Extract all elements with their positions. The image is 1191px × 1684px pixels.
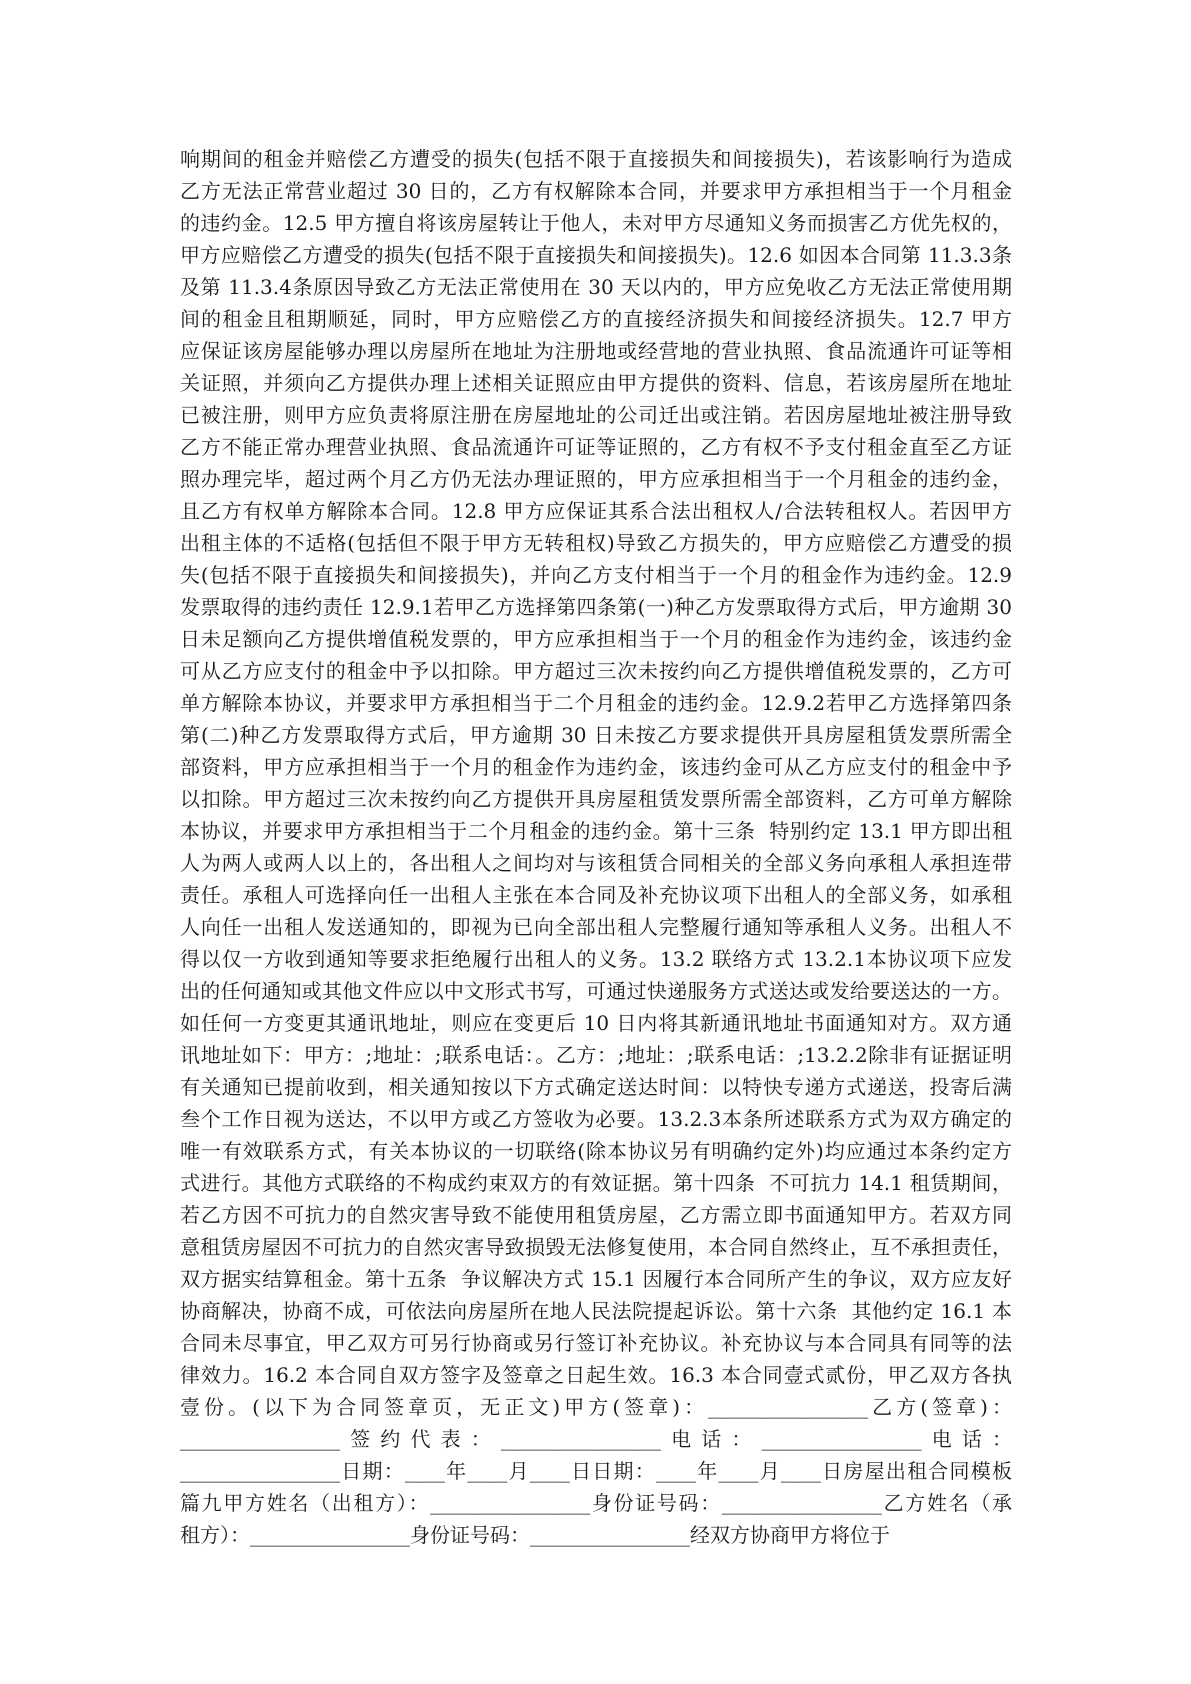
- signature-line: 壹份。(以下为合同签章页，无正文)甲方(签章)：________________乙方(签章)：: [180, 1395, 1012, 1419]
- text-line: 本协议，并要求甲方承担相当于二个月租金的违约金。第十三条 特别约定 13.1 甲方即出租: [180, 819, 1012, 843]
- text-line: 及第 11.3.4条原因导致乙方无法正常使用在 30 天以内的，甲方应免收乙方无法正常使用期: [180, 275, 1012, 299]
- text-line: 讯地址如下：甲方：;地址：;联系电话：。乙方：;地址：;联系电话：;13.2.2除非有证据证明: [180, 1043, 1012, 1067]
- text-line: 有关通知已提前收到，相关通知按以下方式确定送达时间：以特快专递方式递送，投寄后满: [180, 1075, 1012, 1099]
- text-line: 乙方无法正常营业超过 30 日的，乙方有权解除本合同，并要求甲方承担相当于一个月租金: [180, 179, 1012, 203]
- text-line: 人向任一出租人发送通知的，即视为已向全部出租人完整履行通知等承租人义务。出租人不: [180, 915, 1012, 939]
- text-line: 甲方应赔偿乙方遭受的损失(包括不限于直接损失和间接损失)。12.6 如因本合同第 11.3.3条: [180, 243, 1012, 267]
- text-line: 的违约金。12.5 甲方擅自将该房屋转让于他人，未对甲方尽通知义务而损害乙方优先权的，: [180, 211, 1012, 235]
- text-line: 应保证该房屋能够办理以房屋所在地址为注册地或经营地的营业执照、食品流通许可证等相: [180, 339, 1012, 363]
- text-line: 出的任何通知或其他文件应以中文形式书写，可通过快递服务方式送达或发给要送达的一方。: [180, 979, 1012, 1003]
- text-line: 律效力。16.2 本合同自双方签字及签章之日起生效。16.3 本合同壹式贰份，甲乙双方各执: [180, 1363, 1012, 1387]
- text-line: 可从乙方应支付的租金中予以扣除。甲方超过三次未按约向乙方提供增值税发票的，乙方可: [180, 659, 1012, 683]
- text-line: 照办理完毕，超过两个月乙方仍无法办理证照的，甲方应承担相当于一个月租金的违约金，: [180, 467, 1012, 491]
- text-line: 关证照，并须向乙方提供办理上述相关证照应由甲方提供的资料、信息，若该房屋所在地址: [180, 371, 1012, 395]
- text-line: 间的租金且租期顺延，同时，甲方应赔偿乙方的直接经济损失和间接经济损失。12.7 甲方: [180, 307, 1012, 331]
- text-line: 人为两人或两人以上的，各出租人之间均对与该租赁合同相关的全部义务向承租人承担连带: [180, 851, 1012, 875]
- text-line: 篇九甲方姓名（出租方）：________________身份证号码：________________乙方姓名（承: [180, 1491, 1012, 1515]
- text-line: 租方）：________________身份证号码：________________经双方协商甲方将位于: [180, 1523, 890, 1547]
- text-line: 合同未尽事宜，甲乙双方可另行协商或另行签订补充协议。补充协议与本合同具有同等的法: [180, 1331, 1012, 1355]
- text-line: 意租赁房屋因不可抗力的自然灾害导致损毁无法修复使用，本合同自然终止，互不承担责任，: [180, 1235, 1012, 1259]
- contract-body-text: [180, 143, 1012, 1551]
- text-line: 唯一有效联系方式，有关本协议的一切联络(除本协议另有明确约定外)均应通过本条约定方: [180, 1139, 1012, 1163]
- text-line: 失(包括不限于直接损失和间接损失)，并向乙方支付相当于一个月的租金作为违约金。12.9: [180, 563, 1012, 587]
- text-line: 部资料，甲方应承担相当于一个月的租金作为违约金，该违约金可从乙方应支付的租金中予: [180, 755, 1012, 779]
- text-line: 已被注册，则甲方应负责将原注册在房屋地址的公司迁出或注销。若因房屋地址被注册导致: [180, 403, 1012, 427]
- text-line: 协商解决，协商不成，可依法向房屋所在地人民法院提起诉讼。第十六条 其他约定 16.1 本: [180, 1299, 1012, 1323]
- text-line: 得以仅一方收到通知等要求拒绝履行出租人的义务。13.2 联络方式 13.2.1本协议项下应发: [180, 947, 1012, 971]
- text-line: 且乙方有权单方解除本合同。12.8 甲方应保证其系合法出租权人/合法转租权人。若因甲方: [180, 499, 1012, 523]
- text-line: 如任何一方变更其通讯地址，则应在变更后 10 日内将其新通讯地址书面通知对方。双方通: [180, 1011, 1012, 1035]
- signature-line: ________________日期：____年____月____日日期：____年____月____日房屋出租合同模板: [180, 1459, 1012, 1483]
- text-line: 叁个工作日视为送达，不以甲方或乙方签收为必要。13.2.3本条所述联系方式为双方确定的: [180, 1107, 1012, 1131]
- text-line: 若乙方因不可抗力的自然灾害导致不能使用租赁房屋，乙方需立即书面通知甲方。若双方同: [180, 1203, 1012, 1227]
- text-line: 式进行。其他方式联络的不构成约束双方的有效证据。第十四条 不可抗力 14.1 租赁期间，: [180, 1171, 1012, 1195]
- text-line: 双方据实结算租金。第十五条 争议解决方式 15.1 因履行本合同所产生的争议，双方应友好: [180, 1267, 1012, 1291]
- text-line: 出租主体的不适格(包括但不限于甲方无转租权)导致乙方损失的，甲方应赔偿乙方遭受的损: [180, 531, 1012, 555]
- text-line: 日未足额向乙方提供增值税发票的，甲方应承担相当于一个月的租金作为违约金，该违约金: [180, 627, 1012, 651]
- text-line: 发票取得的违约责任 12.9.1若甲乙方选择第四条第(一)种乙方发票取得方式后，甲方逾期 30: [180, 595, 1012, 619]
- text-line: 单方解除本协议，并要求甲方承担相当于二个月租金的违约金。12.9.2若甲乙方选择第四条: [180, 691, 1012, 715]
- text-line: 以扣除。甲方超过三次未按约向乙方提供开具房屋租赁发票所需全部资料，乙方可单方解除: [180, 787, 1012, 811]
- text-line: 响期间的租金并赔偿乙方遭受的损失(包括不限于直接损失和间接损失)，若该影响行为造成: [180, 147, 1012, 171]
- signature-line: ________________签约代表：________________电话：________________电话：: [180, 1427, 1012, 1451]
- text-line: 责任。承租人可选择向任一出租人主张在本合同及补充协议项下出租人的全部义务，如承租: [180, 883, 1012, 907]
- text-line: 第(二)种乙方发票取得方式后，甲方逾期 30 日未按乙方要求提供开具房屋租赁发票所需全: [180, 723, 1012, 747]
- text-line: 乙方不能正常办理营业执照、食品流通许可证等证照的，乙方有权不予支付租金直至乙方证: [180, 435, 1012, 459]
